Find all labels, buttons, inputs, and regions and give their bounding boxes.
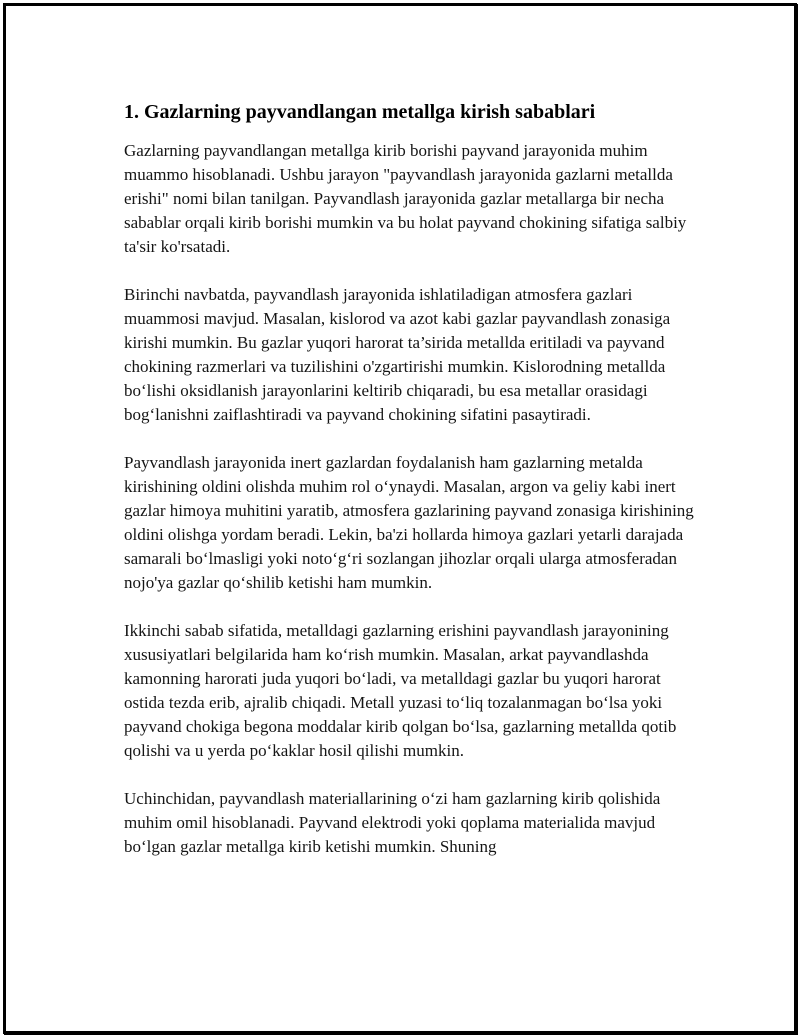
document-body xyxy=(124,99,699,883)
section-heading: 1. Gazlarning payvandlangan metallga kirish sabablari xyxy=(124,101,596,123)
paragraph-3: Payvandlash jarayonida inert gazlardan foydalanish ham gazlarning metalda kirishining oldini olishda muhim rol o‘ynaydi. Masalan, argon va geliy kabi inert gazlar himoya muhitini yaratib, atmosfera gazlarining payvand zonasiga kirishining oldini olishga yordam beradi. Lekin, ba'zi hollarda himoya gazlari yetarli darajada samarali bo‘lmasligi yoki noto‘g‘ri sozlangan jihozlar orqali ularga atmosferadan nojo'ya gazlar qo‘shilib ketishi ham mumkin. xyxy=(124,453,694,592)
paragraph-4: Ikkinchi sabab sifatida, metalldagi gazlarning erishini payvandlash jarayonining xususiyatlari belgilarida ham ko‘rish mumkin. Masalan, arkat payvandlashda kamonning harorati juda yuqori bo‘ladi, va metalldagi gazlar bu yuqori harorat ostida tezda erib, ajralib chiqadi. Metall yuzasi to‘liq tozalanmagan bo‘lsa yoki payvand chokiga begona moddalar kirib qolgan bo‘lsa, gazlarning metallda qotib qolishi va u yerda po‘kaklar hosil qilishi mumkin. xyxy=(124,621,677,760)
paragraph-2: Birinchi navbatda, payvandlash jarayonida ishlatiladigan atmosfera gazlari muammosi mavjud. Masalan, kislorod va azot kabi gazlar payvandlash zonasiga kirishi mumkin. Bu gazlar yuqori harorat ta’sirida metallda eritiladi va payvand chokining razmerlari va tuzilishini o'zgartirishi mumkin. Kislorodning metallda bo‘lishi oksidlanish jarayonlarini keltirib chiqaradi, bu esa metallar orasidagi bog‘lanishni zaiflashtiradi va payvand chokining sifatini pasaytiradi. xyxy=(124,285,671,424)
paragraph-5: Uchinchidan, payvandlash materiallarining o‘zi ham gazlarning kirib qolishida muhim omil hisoblanadi. Payvand elektrodi yoki qoplama materialida mavjud bo‘lgan gazlar metallga kirib ketishi mumkin. Shuning xyxy=(124,789,661,856)
page-frame xyxy=(3,3,797,1034)
paragraph-1: Gazlarning payvandlangan metallga kirib borishi payvand jarayonida muhim muammo hisoblanadi. Ushbu jarayon "payvandlash jarayonida gazlarni metallda erishi" nomi bilan tanilgan. Payvandlash jarayonida gazlar metallarga bir necha sabablar orqali kirib borishi mumkin va bu holat payvand chokining sifatiga salbiy ta'sir ko'rsatadi. xyxy=(124,141,687,256)
